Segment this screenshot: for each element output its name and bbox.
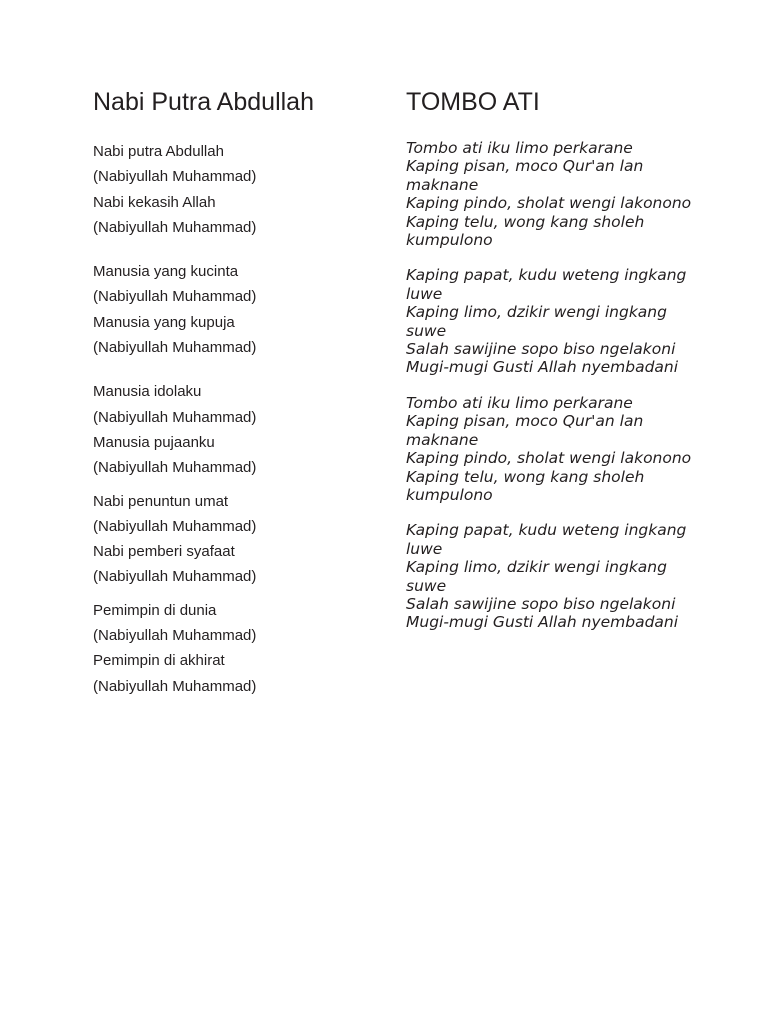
lyric-line: Kaping pindo, sholat wengi lakonono bbox=[406, 194, 692, 213]
lyric-line: Mugi-mugi Gusti Allah nyembadani bbox=[406, 358, 679, 377]
lyric-line: Kaping limo, dzikir wengi ingkang suwe bbox=[406, 558, 667, 595]
left-lyrics bbox=[93, 139, 383, 699]
lyric-line: Manusia yang kucinta bbox=[93, 263, 239, 281]
lyric-line: Manusia yang kupuja bbox=[93, 313, 235, 331]
left-stanza bbox=[93, 139, 383, 240]
left-song-title: Nabi Putra Abdullah bbox=[93, 88, 314, 116]
lyric-line: (Nabiyullah Muhammad) bbox=[93, 218, 257, 236]
right-stanza bbox=[406, 139, 706, 249]
lyric-line: Salah sawijine sopo biso ngelakoni bbox=[406, 594, 676, 613]
left-stanza bbox=[93, 259, 383, 360]
left-column bbox=[93, 86, 383, 699]
lyric-line: Kaping papat, kudu weteng ingkang luwe bbox=[406, 521, 687, 558]
lyric-line: (Nabiyullah Muhammad) bbox=[93, 627, 257, 645]
lyric-line: Manusia idolaku bbox=[93, 383, 202, 401]
left-stanza bbox=[93, 598, 383, 699]
lyric-line: Nabi pemberi syafaat bbox=[93, 543, 235, 561]
right-column bbox=[406, 86, 706, 632]
right-lyrics bbox=[406, 139, 706, 632]
lyric-line: Nabi putra Abdullah bbox=[93, 143, 224, 160]
lyric-line: (Nabiyullah Muhammad) bbox=[93, 677, 257, 695]
lyric-line: Pemimpin di akhirat bbox=[93, 652, 225, 670]
lyric-line: Kaping telu, wong kang sholeh kumpulono bbox=[406, 212, 645, 250]
lyric-line: (Nabiyullah Muhammad) bbox=[93, 459, 257, 477]
lyric-line: Tombo ati iku limo perkarane bbox=[406, 393, 633, 412]
lyric-line: Kaping limo, dzikir wengi ingkang suwe bbox=[406, 303, 667, 340]
right-stanza bbox=[406, 521, 706, 631]
lyric-line: Kaping pisan, moco Qur'an lan maknane bbox=[406, 157, 644, 194]
lyric-line: Nabi kekasih Allah bbox=[93, 193, 216, 211]
lyric-line: Kaping papat, kudu weteng ingkang luwe bbox=[406, 266, 687, 303]
lyric-line: (Nabiyullah Muhammad) bbox=[93, 568, 257, 586]
lyric-line: (Nabiyullah Muhammad) bbox=[93, 288, 257, 306]
right-song-title: TOMBO ATI bbox=[406, 88, 540, 116]
left-stanza bbox=[93, 379, 383, 480]
lyric-line: Mugi-mugi Gusti Allah nyembadani bbox=[406, 613, 679, 632]
lyric-line: (Nabiyullah Muhammad) bbox=[93, 408, 257, 426]
lyric-line: Nabi penuntun umat bbox=[93, 492, 229, 510]
lyric-line: (Nabiyullah Muhammad) bbox=[93, 168, 257, 186]
lyric-line: Kaping telu, wong kang sholeh kumpulono bbox=[406, 467, 645, 504]
lyric-line: Kaping pindo, sholat wengi lakonono bbox=[406, 449, 692, 468]
left-stanza bbox=[93, 489, 383, 590]
lyric-line: Kaping pisan, moco Qur'an lan maknane bbox=[406, 412, 644, 449]
lyric-line: Salah sawijine sopo biso ngelakoni bbox=[406, 340, 676, 359]
lyric-line: Manusia pujaanku bbox=[93, 433, 215, 451]
lyric-line: Tombo ati iku limo perkarane bbox=[406, 139, 633, 157]
lyric-line: (Nabiyullah Muhammad) bbox=[93, 517, 257, 535]
lyric-line: Pemimpin di dunia bbox=[93, 601, 217, 619]
right-stanza bbox=[406, 394, 706, 504]
right-stanza bbox=[406, 266, 706, 376]
lyric-line: (Nabiyullah Muhammad) bbox=[93, 339, 257, 357]
